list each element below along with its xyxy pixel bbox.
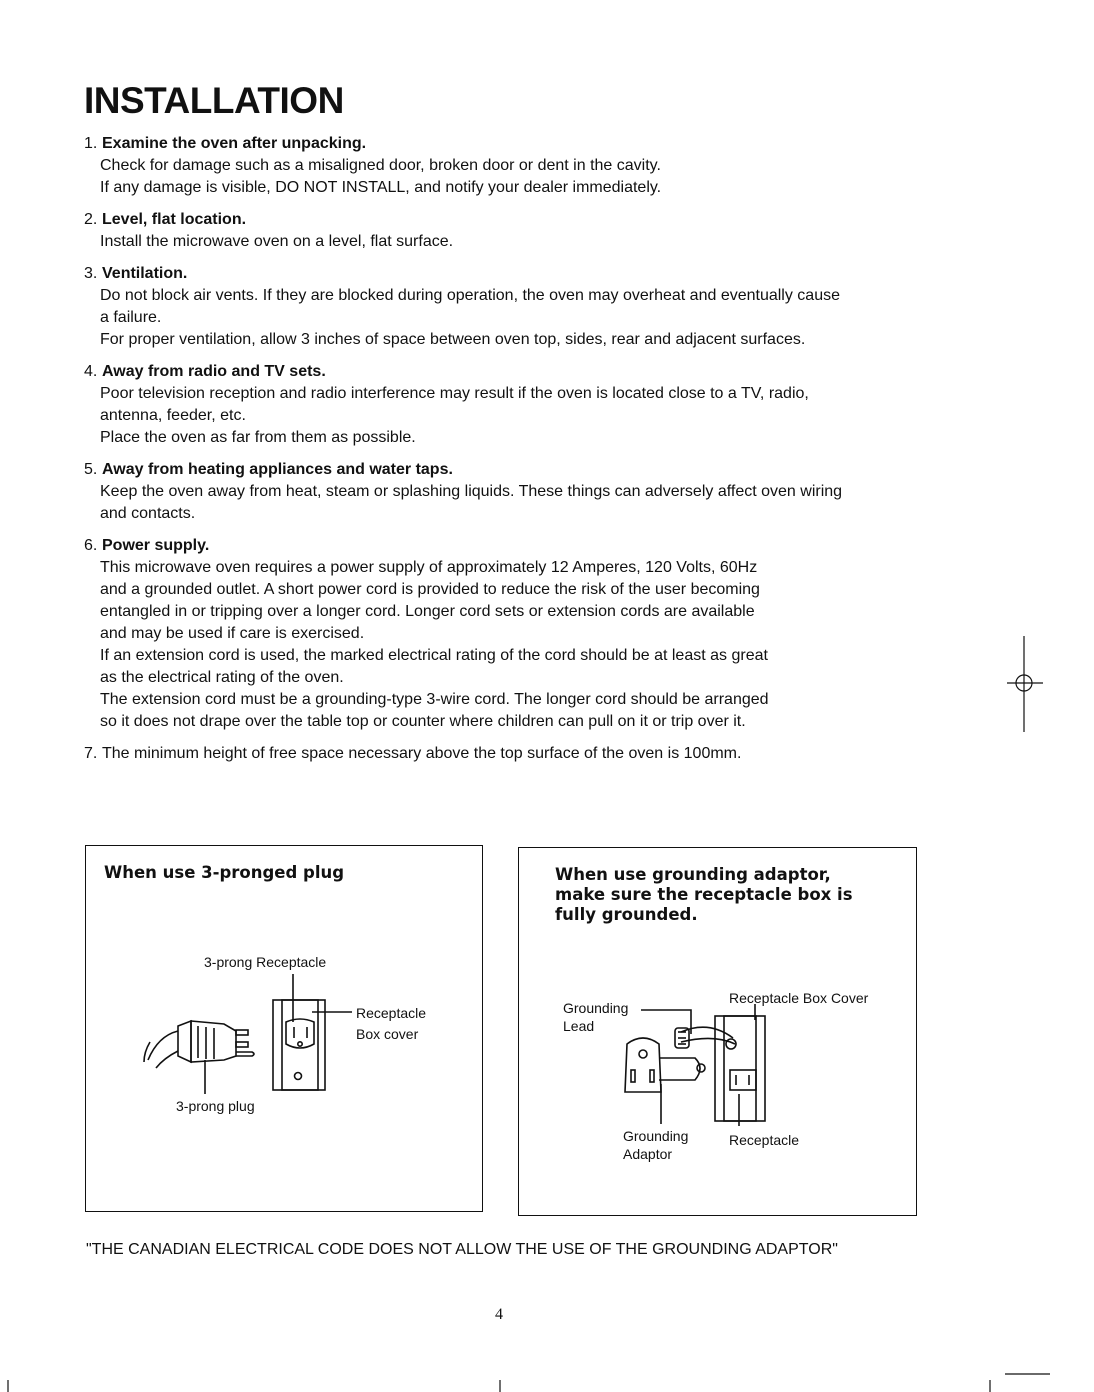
list-item (84, 535, 934, 733)
box-title: When use 3-pronged plug (104, 863, 345, 882)
item-text: and contacts. (100, 505, 196, 522)
item-text: Check for damage such as a misaligned door, broken door or dent in the cavity. (100, 157, 661, 174)
grounding-lead-label: Grounding (563, 1000, 629, 1016)
grounding-adaptor-box (518, 847, 917, 1216)
item-text: This microwave oven requires a power supply of approximately 12 Amperes, 120 Volts, 60Hz (100, 559, 758, 576)
item-text: The extension cord must be a grounding-type 3-wire cord. The longer cord should be arranged (100, 691, 769, 708)
box-title: When use grounding adaptor, make sure the receptacle box is fully grounded. (555, 865, 853, 924)
item-text: The minimum height of free space necessary above the top surface of the oven is 100mm. (102, 745, 742, 762)
item-number: 3. (84, 265, 98, 282)
list-item (84, 459, 934, 525)
box-cover-label: Receptacle (356, 1005, 427, 1021)
grounding-lead-label: Lead (563, 1018, 595, 1034)
page-title: INSTALLATION (84, 80, 344, 121)
item-number: 5. (84, 461, 98, 478)
crop-marks-icon (0, 1370, 1094, 1392)
item-heading: Level, flat location. (102, 211, 247, 228)
item-text: Place the oven as far from them as possible. (100, 429, 416, 446)
box-cover-label: Box cover (356, 1026, 419, 1042)
page-number: 4 (495, 1306, 503, 1323)
item-number: 4. (84, 363, 98, 380)
footer-note: "THE CANADIAN ELECTRICAL CODE DOES NOT ALLOW THE USE OF THE GROUNDING ADAPTOR" (86, 1241, 838, 1258)
list-item (84, 209, 934, 253)
list-item (84, 263, 934, 351)
installation-list (84, 133, 934, 775)
item-text: as the electrical rating of the oven. (100, 669, 344, 686)
item-number: 1. (84, 135, 98, 152)
item-text: entangled in or tripping over a longer cord. Longer cord sets or extension cords are available (100, 603, 755, 620)
plug-label: 3-prong plug (176, 1098, 255, 1114)
item-text: antenna, feeder, etc. (100, 407, 246, 424)
item-text: and a grounded outlet. A short power cord is provided to reduce the risk of the user becoming (100, 581, 760, 598)
list-item (84, 133, 934, 199)
item-heading: Examine the oven after unpacking. (102, 135, 367, 152)
item-text: For proper ventilation, allow 3 inches of space between oven top, sides, rear and adjacent surfaces. (100, 331, 806, 348)
receptacle-label: 3-prong Receptacle (204, 954, 327, 970)
item-heading: Power supply. (102, 537, 210, 554)
registration-mark-icon (1005, 636, 1045, 732)
item-text: and may be used if care is exercised. (100, 625, 365, 642)
item-heading: Away from heating appliances and water taps. (102, 461, 453, 478)
item-number: 2. (84, 211, 98, 228)
item-number: 7. (84, 745, 98, 762)
three-prong-plug-diagram (86, 846, 482, 1211)
grounding-adaptor-label: Adaptor (623, 1146, 673, 1162)
item-text: Poor television reception and radio interference may result if the oven is located close to a TV, radio, (100, 385, 809, 402)
item-number: 6. (84, 537, 98, 554)
item-heading: Away from radio and TV sets. (102, 363, 326, 380)
item-text: so it does not drape over the table top or counter where children can pull on it or trip over it. (100, 713, 746, 730)
three-prong-plug-box (85, 845, 483, 1212)
list-item (84, 743, 934, 765)
item-text: Keep the oven away from heat, steam or splashing liquids. These things can adversely affect oven wiring (100, 483, 843, 500)
item-text: Do not block air vents. If they are blocked during operation, the oven may overheat and eventually cause (100, 287, 840, 304)
grounding-adaptor-label: Grounding (623, 1128, 689, 1144)
item-text: Install the microwave oven on a level, flat surface. (100, 233, 454, 250)
grounding-adaptor-diagram (519, 848, 916, 1215)
list-item (84, 361, 934, 449)
item-text: a failure. (100, 309, 162, 326)
box-cover-label: Receptacle Box Cover (729, 990, 869, 1006)
receptacle-label: Receptacle (729, 1132, 800, 1148)
item-text: If an extension cord is used, the marked electrical rating of the cord should be at least as great (100, 647, 768, 664)
item-text: If any damage is visible, DO NOT INSTALL, and notify your dealer immediately. (100, 179, 662, 196)
item-heading: Ventilation. (102, 265, 188, 282)
